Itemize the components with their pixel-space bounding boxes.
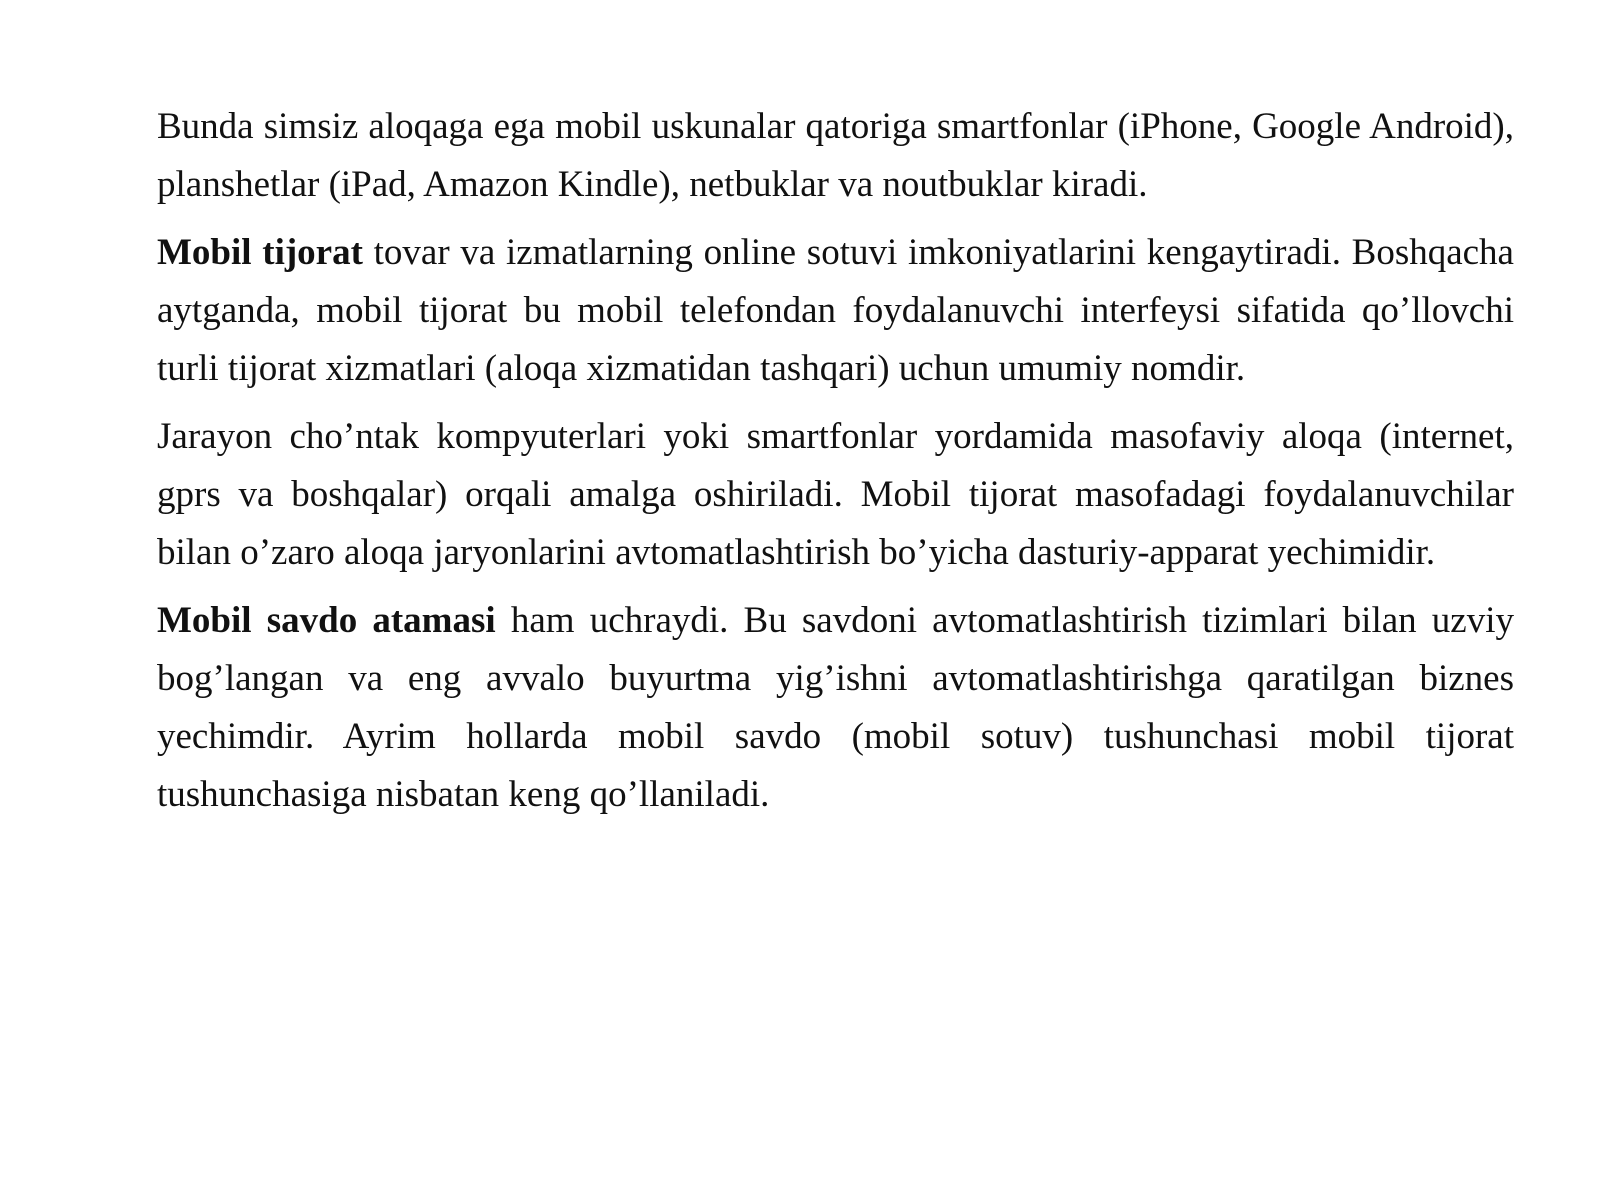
paragraph-process [157,408,1514,582]
paragraph-text: Bunda simsiz aloqaga ega mobil uskunalar qatoriga smartfonlar (iPhone, Google Android), planshetlar (iPad, Amazon Kindle), netbuklar va noutbuklar kiradi. [157,106,1514,205]
term-mobile-commerce: Mobil tijorat [157,232,363,273]
paragraph-text: Jarayon cho’ntak kompyuterlari yoki smartfonlar yordamida masofaviy aloqa (internet, gprs va boshqalar) orqali amalga oshiriladi. Mobil tijorat masofadagi foydalanuvchilar bilan o’zaro aloqa jaryonlarini avtomatlashtirish bo’yicha dasturiy-apparat yechimidir. [157,416,1514,573]
paragraph-wireless-devices [157,98,1514,214]
term-mobile-trade: Mobil savdo atamasi [157,600,496,641]
paragraph-mobile-trade [157,592,1514,824]
paragraph-mobile-commerce [157,224,1514,398]
paragraph-text: ham uchraydi. Bu savdoni avtomatlashtirish tizimlari bilan uzviy bog’langan va eng avvalo buyurtma yig’ishni avtomatlashtirishga qaratilgan biznes yechimdir. Ayrim hollarda mobil savdo (mobil sotuv) tushunchasi mobil tijorat tushunchasiga nisbatan keng qo’llaniladi. [157,600,1515,815]
paragraph-text: tovar va izmatlarning online sotuvi imkoniyatlarini kengaytiradi. Boshqacha aytganda, mobil tijorat bu mobil telefondan foydalanuvchi interfeysi sifatida qo’llovchi turli tijorat xizmatlari (aloqa xizmatidan tashqari) uchun umumiy nomdir. [157,232,1514,389]
document-body [157,98,1514,834]
